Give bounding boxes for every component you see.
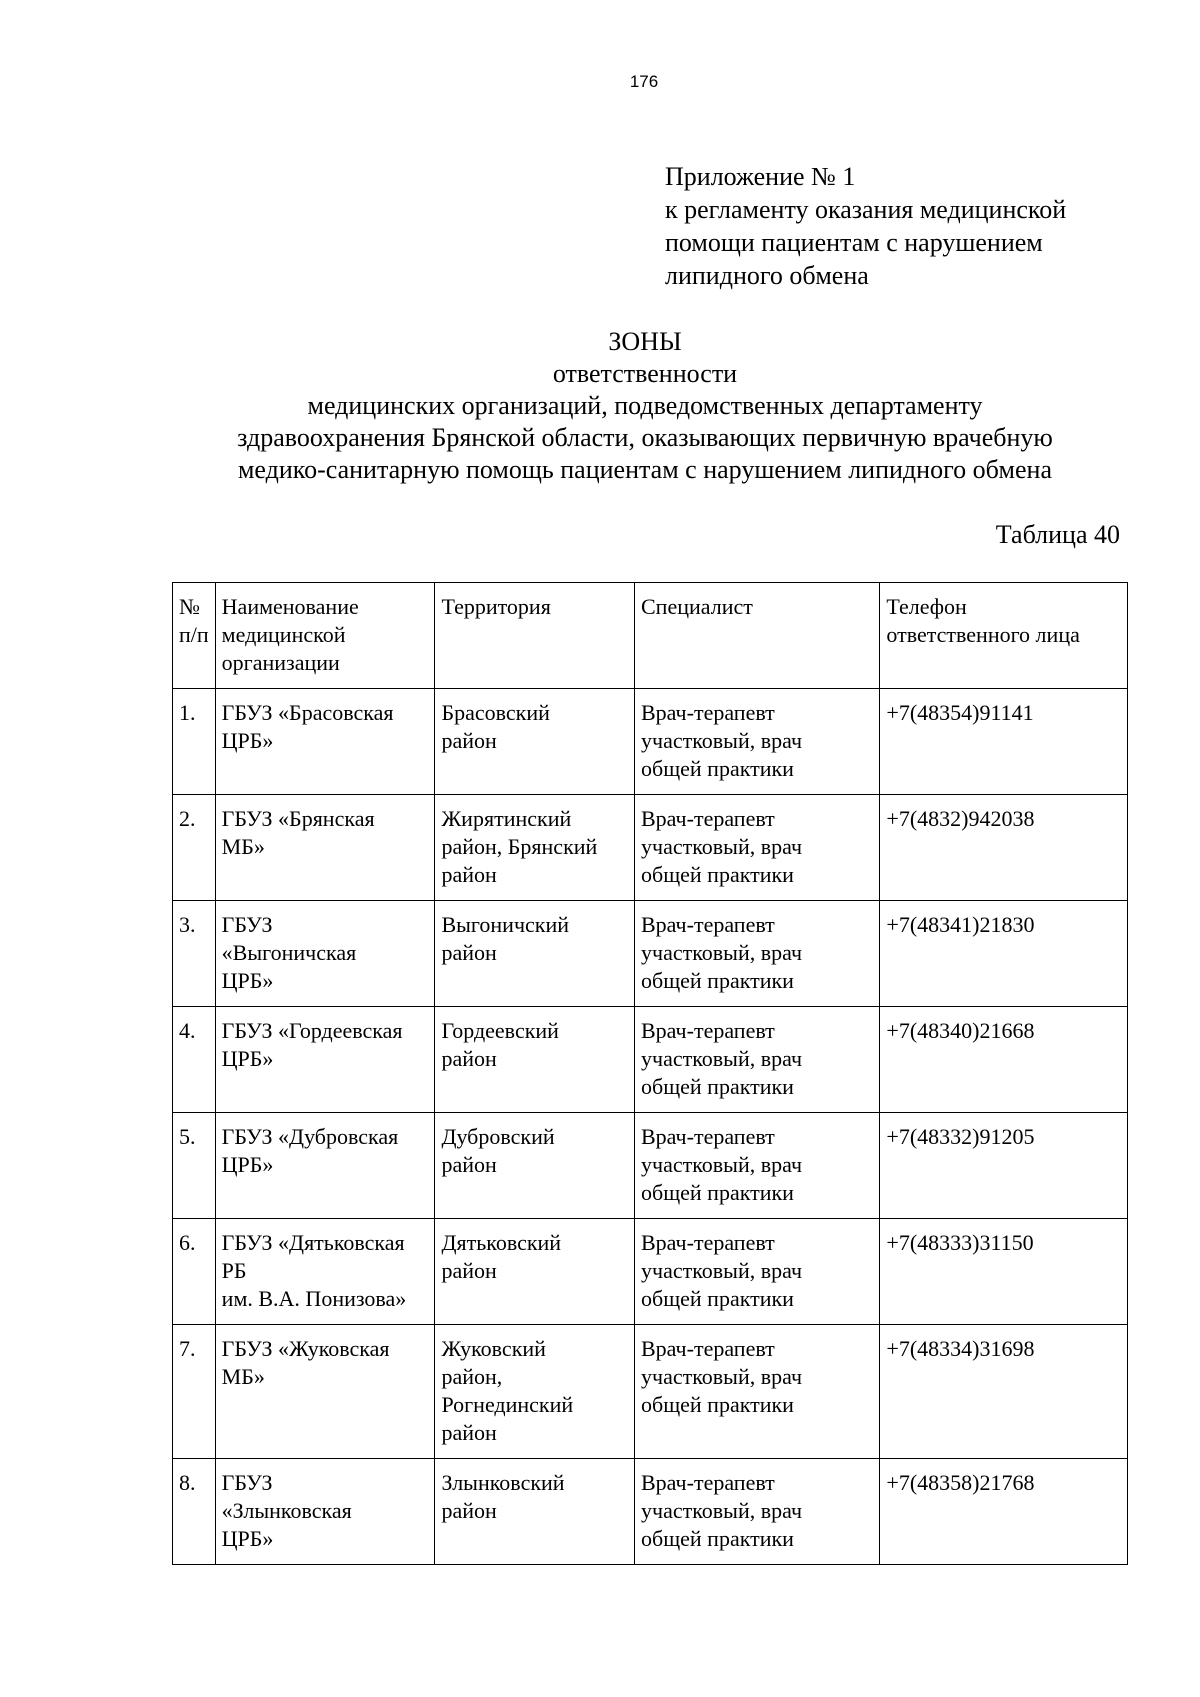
cell-territory-text: Злынковский bbox=[441, 1470, 565, 1495]
cell-specialist-text: общей практики bbox=[641, 756, 794, 781]
cell-number bbox=[173, 795, 216, 901]
cell-organization bbox=[215, 795, 435, 901]
cell-number bbox=[173, 901, 216, 1007]
cell-organization-text: ГБУЗ bbox=[221, 1470, 273, 1495]
cell-territory-text: Дубровский bbox=[441, 1124, 555, 1149]
cell-organization-text: РБ bbox=[221, 1258, 247, 1283]
header-specialist bbox=[635, 583, 880, 689]
cell-specialist-text: участковый, врач bbox=[641, 1258, 803, 1283]
cell-organization bbox=[215, 1325, 435, 1459]
cell-territory bbox=[435, 1007, 635, 1113]
table-caption: Таблица 40 bbox=[995, 520, 1120, 549]
cell-specialist bbox=[635, 1007, 880, 1113]
cell-territory-text: район, Брянский bbox=[441, 834, 598, 859]
cell-organization-text: ГБУЗ «Гордеевская bbox=[221, 1018, 403, 1043]
cell-territory-text: район bbox=[441, 1258, 497, 1283]
cell-number-text: 3. bbox=[179, 912, 196, 937]
table-row bbox=[173, 1007, 1128, 1113]
cell-phone bbox=[880, 1113, 1128, 1219]
cell-territory bbox=[435, 1113, 635, 1219]
header-text: медицинской bbox=[221, 622, 346, 647]
cell-phone bbox=[880, 689, 1128, 795]
appendix-line: Приложение № 1 bbox=[665, 162, 856, 191]
header-number bbox=[173, 583, 216, 689]
header-text: Наименование bbox=[221, 594, 359, 619]
header-text: ответственного лица bbox=[886, 622, 1080, 647]
cell-specialist-text: Врач-терапевт bbox=[641, 1230, 775, 1255]
cell-organization bbox=[215, 689, 435, 795]
header-text: № bbox=[179, 594, 200, 619]
cell-territory-text: Выгоничский bbox=[441, 912, 570, 937]
cell-territory-text: Рогнединский bbox=[441, 1392, 574, 1417]
heading-line: медицинских организаций, подведомственных департаменту bbox=[307, 391, 983, 420]
cell-organization-text: МБ» bbox=[221, 1364, 265, 1389]
cell-specialist-text: общей практики bbox=[641, 1526, 794, 1551]
cell-organization-text: ГБУЗ bbox=[221, 912, 273, 937]
header-organization bbox=[215, 583, 435, 689]
table-row bbox=[173, 795, 1128, 901]
cell-number bbox=[173, 1325, 216, 1459]
cell-territory bbox=[435, 689, 635, 795]
cell-number-text: 5. bbox=[179, 1124, 196, 1149]
header-territory bbox=[435, 583, 635, 689]
header-text: Территория bbox=[441, 594, 551, 619]
cell-territory-text: район bbox=[441, 1152, 497, 1177]
cell-territory-text: Жуковский bbox=[441, 1336, 546, 1361]
cell-number bbox=[173, 1113, 216, 1219]
appendix-line: липидного обмена bbox=[665, 261, 869, 290]
cell-specialist-text: Врач-терапевт bbox=[641, 1470, 775, 1495]
cell-organization-text: «Злынковская bbox=[221, 1498, 352, 1523]
cell-specialist-text: Врач-терапевт bbox=[641, 1336, 775, 1361]
cell-phone bbox=[880, 1325, 1128, 1459]
cell-territory-text: район bbox=[441, 728, 497, 753]
cell-specialist-text: участковый, врач bbox=[641, 1364, 803, 1389]
cell-specialist-text: общей практики bbox=[641, 1392, 794, 1417]
cell-territory bbox=[435, 1219, 635, 1325]
cell-territory bbox=[435, 795, 635, 901]
header-phone bbox=[880, 583, 1128, 689]
cell-organization-text: ЦРБ» bbox=[221, 1046, 274, 1071]
cell-number-text: 2. bbox=[179, 806, 196, 831]
heading-line: здравоохранения Брянской области, оказывающих первичную врачебную bbox=[237, 423, 1053, 452]
cell-phone bbox=[880, 901, 1128, 1007]
cell-number-text: 7. bbox=[179, 1336, 196, 1361]
cell-number bbox=[173, 1459, 216, 1565]
cell-phone-text: +7(48340)21668 bbox=[886, 1018, 1035, 1043]
cell-phone bbox=[880, 1219, 1128, 1325]
cell-organization bbox=[215, 1113, 435, 1219]
header-text: Телефон bbox=[886, 594, 967, 619]
cell-territory-text: район bbox=[441, 862, 497, 887]
cell-number bbox=[173, 1219, 216, 1325]
cell-territory-text: район bbox=[441, 1420, 497, 1445]
table-header-row bbox=[173, 583, 1128, 689]
cell-organization bbox=[215, 1007, 435, 1113]
cell-number-text: 4. bbox=[179, 1018, 196, 1043]
heading-title: ЗОНЫ bbox=[608, 327, 682, 356]
cell-specialist-text: Врач-терапевт bbox=[641, 700, 775, 725]
cell-specialist bbox=[635, 689, 880, 795]
appendix-note bbox=[665, 160, 1135, 292]
cell-territory-text: район bbox=[441, 940, 497, 965]
cell-specialist bbox=[635, 1325, 880, 1459]
page-number: 176 bbox=[629, 72, 659, 91]
cell-specialist bbox=[635, 901, 880, 1007]
cell-specialist-text: участковый, врач bbox=[641, 940, 803, 965]
table-row bbox=[173, 1113, 1128, 1219]
cell-phone-text: +7(48334)31698 bbox=[886, 1336, 1035, 1361]
cell-territory-text: район, bbox=[441, 1364, 503, 1389]
cell-specialist bbox=[635, 1113, 880, 1219]
header-text: п/п bbox=[179, 622, 209, 647]
cell-phone bbox=[880, 1007, 1128, 1113]
cell-territory bbox=[435, 1459, 635, 1565]
table-body bbox=[173, 689, 1128, 1565]
cell-organization-text: ГБУЗ «Брасовская bbox=[221, 700, 394, 725]
cell-phone bbox=[880, 1459, 1128, 1565]
cell-specialist-text: Врач-терапевт bbox=[641, 1124, 775, 1149]
cell-phone-text: +7(48358)21768 bbox=[886, 1470, 1035, 1495]
header-text: Специалист bbox=[641, 594, 753, 619]
cell-organization-text: ЦРБ» bbox=[221, 1526, 274, 1551]
cell-phone-text: +7(48333)31150 bbox=[886, 1230, 1034, 1255]
responsibility-table bbox=[172, 582, 1128, 1565]
cell-phone bbox=[880, 795, 1128, 901]
cell-organization-text: ЦРБ» bbox=[221, 728, 274, 753]
table-row bbox=[173, 1219, 1128, 1325]
appendix-line: помощи пациентам с нарушением bbox=[665, 228, 1043, 257]
cell-specialist bbox=[635, 1219, 880, 1325]
cell-number-text: 6. bbox=[179, 1230, 196, 1255]
cell-organization bbox=[215, 1459, 435, 1565]
cell-specialist-text: участковый, врач bbox=[641, 1152, 803, 1177]
appendix-line: к регламенту оказания медицинской bbox=[665, 195, 1067, 224]
table-row bbox=[173, 1325, 1128, 1459]
cell-specialist bbox=[635, 795, 880, 901]
cell-organization-text: МБ» bbox=[221, 834, 265, 859]
cell-territory bbox=[435, 1325, 635, 1459]
table-row bbox=[173, 689, 1128, 795]
cell-territory-text: район bbox=[441, 1498, 497, 1523]
cell-specialist bbox=[635, 1459, 880, 1565]
cell-number bbox=[173, 689, 216, 795]
cell-specialist-text: общей практики bbox=[641, 968, 794, 993]
cell-territory-text: район bbox=[441, 1046, 497, 1071]
cell-organization-text: ЦРБ» bbox=[221, 968, 274, 993]
cell-organization-text: им. В.А. Понизова» bbox=[221, 1286, 407, 1311]
cell-specialist-text: Врач-терапевт bbox=[641, 1018, 775, 1043]
cell-specialist-text: общей практики bbox=[641, 862, 794, 887]
cell-specialist-text: общей практики bbox=[641, 1180, 794, 1205]
cell-organization-text: ГБУЗ «Дятьковская bbox=[221, 1230, 405, 1255]
cell-specialist-text: Врач-терапевт bbox=[641, 806, 775, 831]
cell-territory-text: Гордеевский bbox=[441, 1018, 559, 1043]
cell-phone-text: +7(48341)21830 bbox=[886, 912, 1035, 937]
cell-organization bbox=[215, 1219, 435, 1325]
heading-line: ответственности bbox=[552, 359, 738, 388]
cell-organization-text: ГБУЗ «Дубровская bbox=[221, 1124, 399, 1149]
cell-organization-text: «Выгоничская bbox=[221, 940, 357, 965]
header-text: организации bbox=[221, 650, 340, 675]
cell-specialist-text: участковый, врач bbox=[641, 834, 803, 859]
cell-specialist-text: участковый, врач bbox=[641, 1498, 803, 1523]
cell-territory-text: Брасовский bbox=[441, 700, 550, 725]
cell-organization-text: ГБУЗ «Жуковская bbox=[221, 1336, 390, 1361]
cell-phone-text: +7(48332)91205 bbox=[886, 1124, 1035, 1149]
cell-phone-text: +7(4832)942038 bbox=[886, 806, 1035, 831]
cell-specialist-text: общей практики bbox=[641, 1074, 794, 1099]
cell-territory-text: Дятьковский bbox=[441, 1230, 562, 1255]
cell-number-text: 1. bbox=[179, 700, 196, 725]
cell-organization-text: ГБУЗ «Брянская bbox=[221, 806, 375, 831]
cell-territory-text: Жирятинский bbox=[441, 806, 572, 831]
cell-number bbox=[173, 1007, 216, 1113]
table-row bbox=[173, 1459, 1128, 1565]
cell-phone-text: +7(48354)91141 bbox=[886, 700, 1034, 725]
cell-specialist-text: Врач-терапевт bbox=[641, 912, 775, 937]
document-heading bbox=[0, 326, 1200, 486]
cell-organization-text: ЦРБ» bbox=[221, 1152, 274, 1177]
cell-organization bbox=[215, 901, 435, 1007]
cell-number-text: 8. bbox=[179, 1470, 196, 1495]
cell-territory bbox=[435, 901, 635, 1007]
table-row bbox=[173, 901, 1128, 1007]
cell-specialist-text: участковый, врач bbox=[641, 1046, 803, 1071]
heading-line: медико-санитарную помощь пациентам с нарушением липидного обмена bbox=[237, 455, 1053, 484]
cell-specialist-text: участковый, врач bbox=[641, 728, 803, 753]
cell-specialist-text: общей практики bbox=[641, 1286, 794, 1311]
